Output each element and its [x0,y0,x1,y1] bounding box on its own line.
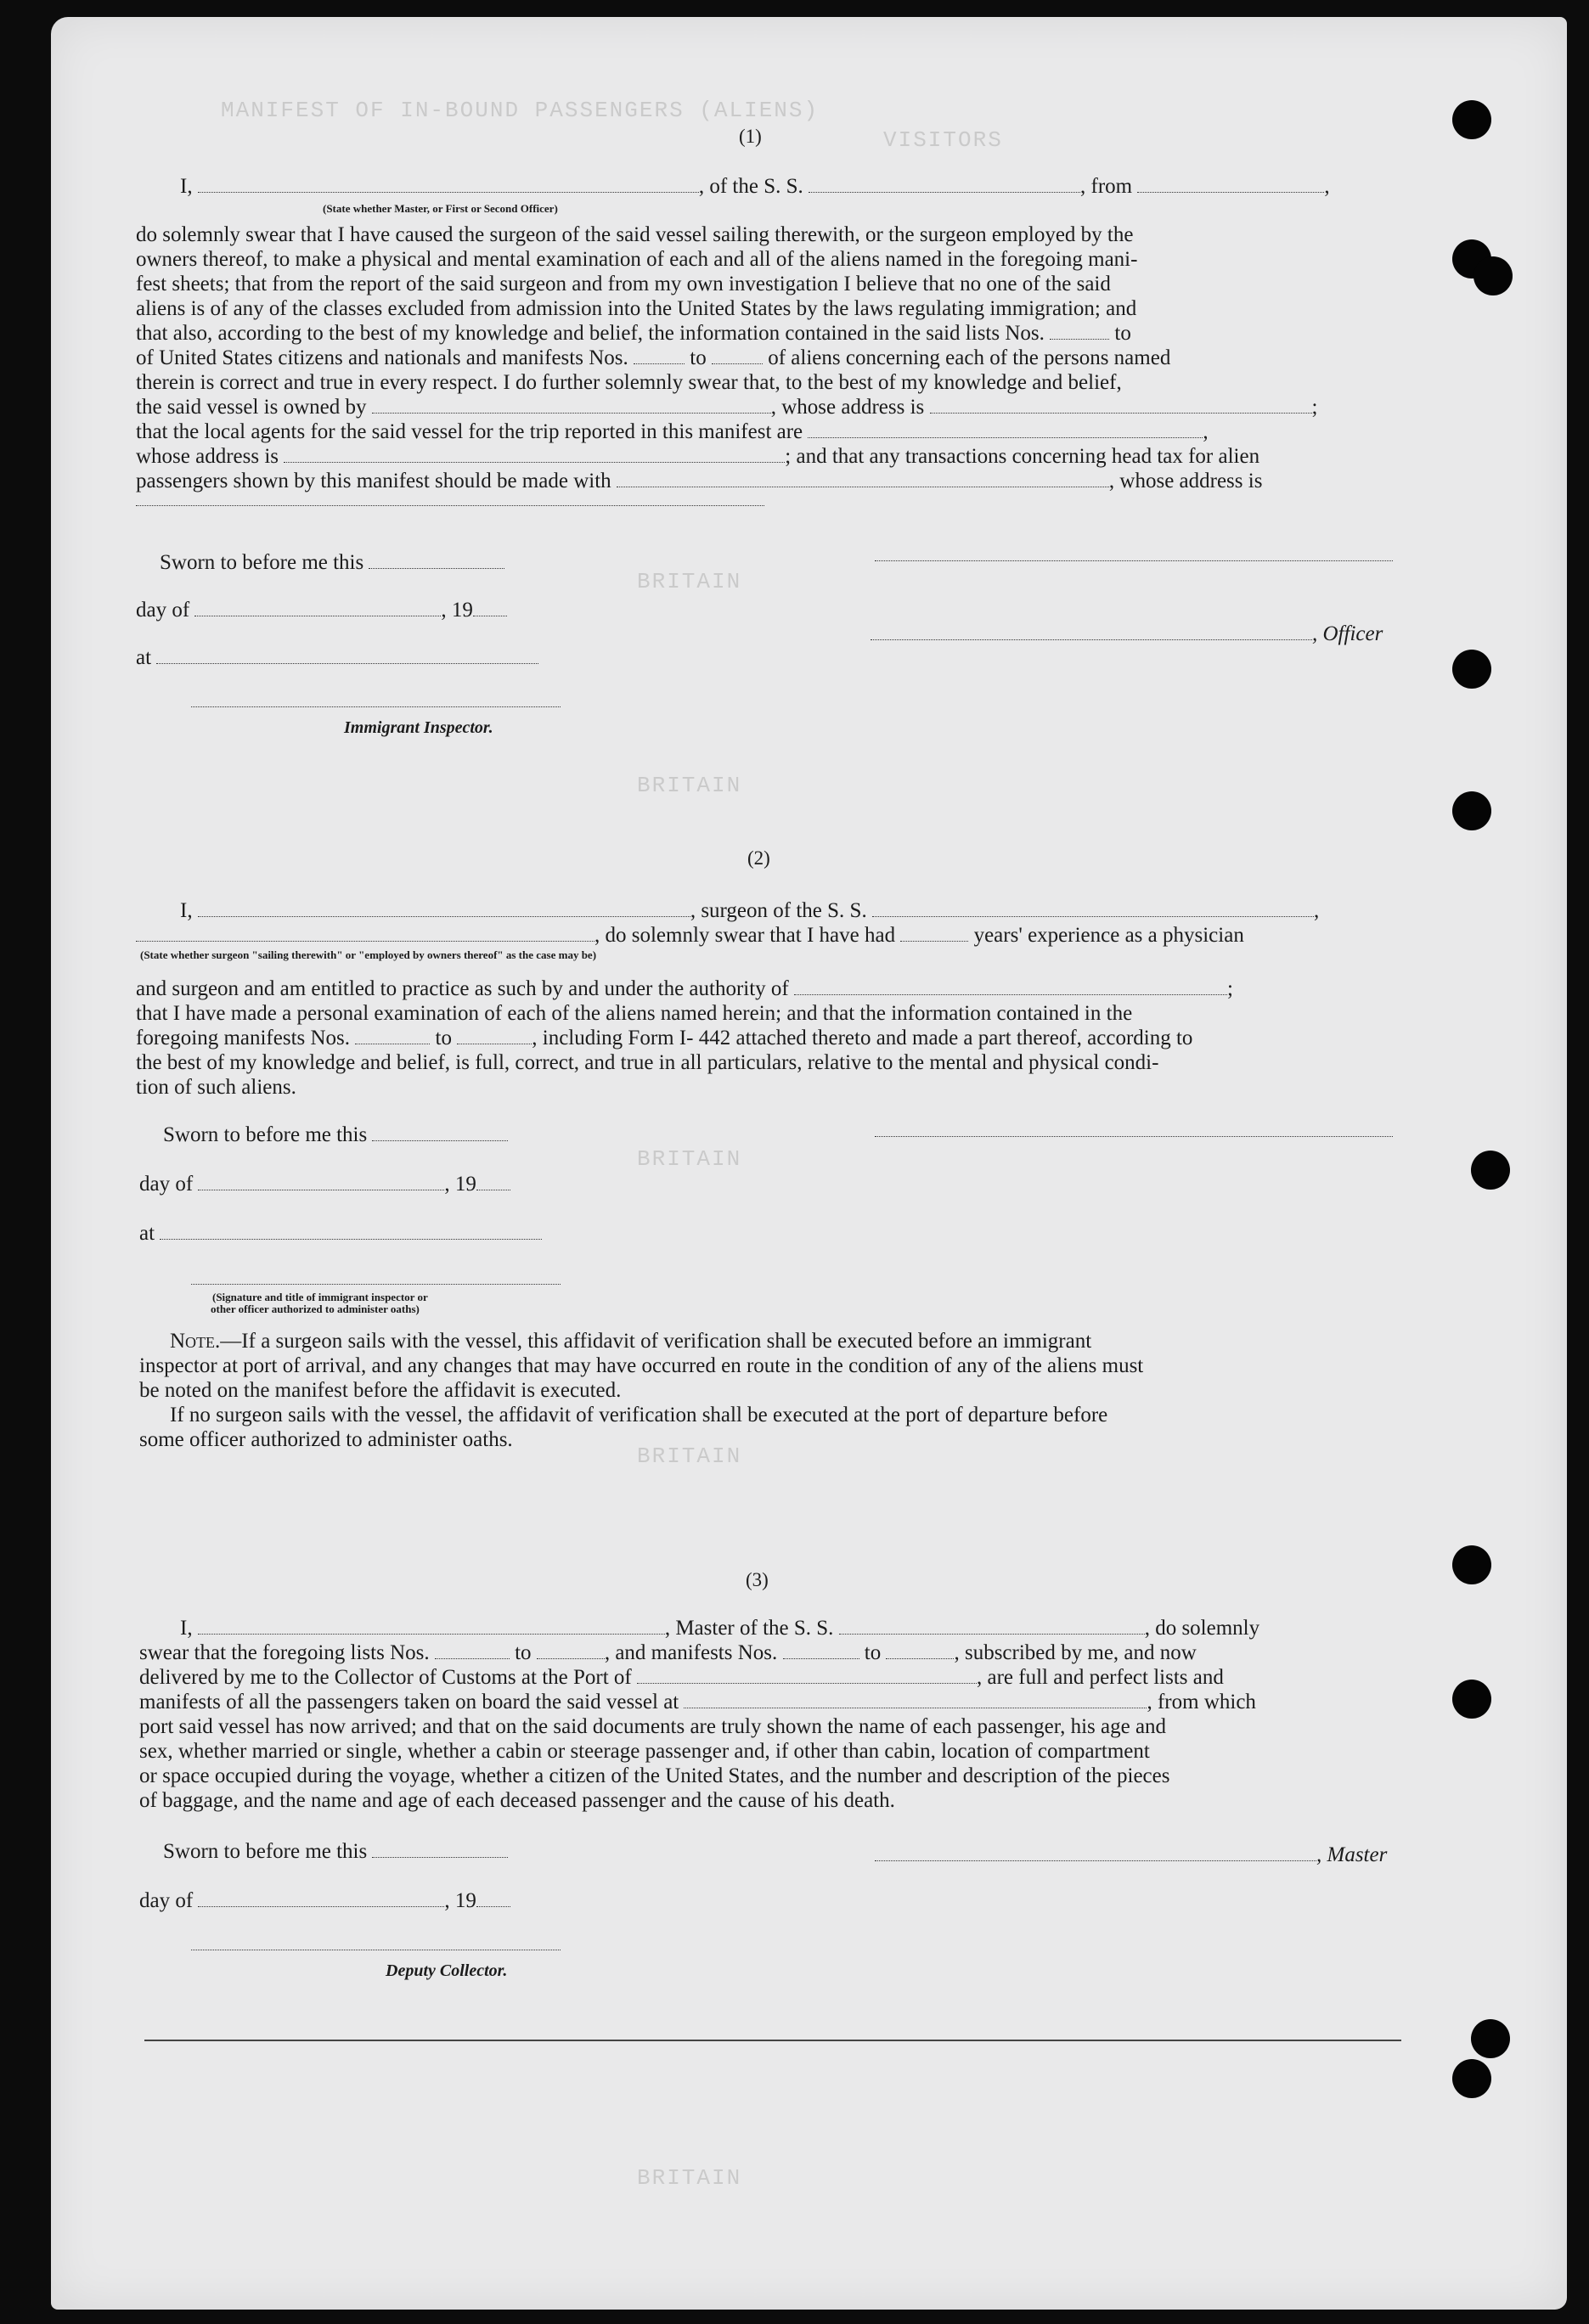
section-1-para-line: therein is correct and true in every respect. I do further solemnly swear that, to the best of my knowledge and belief, [136,371,1122,394]
section-1-line-1: I, , of the S. S. , from , [180,175,1330,198]
punch-hole [1471,2019,1510,2058]
surgeon-signature-line [875,1136,1393,1137]
section-2-at: at [139,1221,542,1246]
surgeon-caption: (State whether surgeon "sailing therewith" or "employed by owners thereof" as the case may be) [140,948,597,961]
punch-hole [1452,650,1491,689]
section-3-para-line: or space occupied during the voyage, whether a citizen of the United States, and the number and description of the pieces [139,1764,1170,1787]
punch-hole [1452,791,1491,830]
bleed-through-decoration: VISITORS [883,127,1003,153]
section-1-officer: , Officer [871,622,1383,647]
section-1-para-line: do solemnly swear that I have caused the surgeon of the said vessel sailing therewith, or the surgeon employed by the [136,223,1134,246]
section-2-para-line: that I have made a personal examination of each of the aliens named herein; and that the information contained in the [136,1002,1133,1025]
punch-hole [1452,100,1491,139]
punch-hole [1473,256,1513,295]
section-1-at: at [136,645,538,671]
note-line: Note.—If a surgeon sails with the vessel, this affidavit of verification shall be executed before an immigrant [170,1330,1092,1353]
section-2-authority-line: and surgeon and am entitled to practice as such by and under the authority of ; [136,977,1233,1000]
bleed-through-decoration: BRITAIN [637,1443,742,1469]
immigrant-inspector-label: Immigrant Inspector. [344,718,493,737]
bleed-through-decoration: BRITAIN [637,2165,742,2191]
manifest-page [51,17,1567,2310]
section-3-number: (3) [746,1569,769,1590]
section-2-line-1: I, , surgeon of the S. S. , [180,899,1320,922]
section-2-number: (2) [747,847,770,869]
bottom-rule [144,2040,1401,2041]
section-1-lists-line: that also, according to the best of my knowledge and belief, the information contained in the said lists Nos. to [136,322,1131,345]
inspector-signature-line-2 [191,1284,561,1285]
section-3-para-line: of baggage, and the name and age of each deceased passenger and the cause of his death. [139,1789,895,1812]
note-2-line: If no surgeon sails with the vessel, the affidavit of verification shall be executed at the port of departure before [170,1404,1108,1426]
section-1-agents-line: that the local agents for the said vessel for the trip reported in this manifest are , [136,420,1209,443]
section-3-para-line: sex, whether married or single, whether a cabin or steerage passenger and, if other than cabin, location of compartment [139,1740,1150,1763]
punch-hole [1452,1545,1491,1584]
section-1-para-line: fest sheets; that from the report of the said surgeon and from my own investigation I believe that no one of the said [136,273,1111,295]
bleed-through-decoration: MANIFEST OF IN-BOUND PASSENGERS (ALIENS) [221,98,820,123]
section-2-sworn: Sworn to before me this [163,1123,508,1148]
section-1-address-line: whose address is ; and that any transactions concerning head tax for alien [136,445,1260,468]
section-3-line-3: delivered by me to the Collector of Customs at the Port of , are full and perfect lists and [139,1666,1224,1689]
punch-hole [1452,2059,1491,2098]
address-blank [136,505,764,506]
section-2-manifests-line: foregoing manifests Nos. to , including Form I- 442 attached thereto and made a part thereof, according to [136,1027,1193,1049]
officer-signature-line-upper [875,560,1393,561]
section-1-para-line: owners thereof, to make a physical and mental examination of each and all of the aliens named in the foregoing mani- [136,248,1138,271]
section-3-sworn: Sworn to before me this [163,1839,508,1865]
section-3-master: , Master [875,1843,1387,1868]
section-2-line-2: , do solemnly swear that I have had years' experience as a physician [136,923,1244,948]
note-line: inspector at port of arrival, and any changes that may have occurred en route in the condition of any of the aliens must [139,1354,1144,1377]
section-3-line-2: swear that the foregoing lists Nos. to , and manifests Nos. to , subscribed by me, and now [139,1641,1197,1664]
note-2-line: some officer authorized to administer oaths. [139,1428,513,1451]
section-3-day-of: day of , 19 [139,1888,510,1914]
section-2-para-line: the best of my knowledge and belief, is full, correct, and true in all particulars, relative to the mental and physical condi- [136,1051,1159,1074]
section-1-owner-line: the said vessel is owned by , whose address is ; [136,396,1318,419]
deputy-collector-label: Deputy Collector. [386,1961,508,1980]
section-3-line-1: I, , Master of the S. S. , do solemnly [180,1617,1260,1640]
section-1-headtax-line: passengers shown by this manifest should be made with , whose address is [136,470,1263,492]
bleed-through-decoration: BRITAIN [637,1146,742,1172]
punch-hole [1471,1151,1510,1190]
section-3-line-4: manifests of all the passengers taken on board the said vessel at , from which [139,1691,1256,1713]
note-line: be noted on the manifest before the affidavit is executed. [139,1379,622,1402]
section-3-para-line: port said vessel has now arrived; and that on the said documents are truly shown the name of each passenger, his age and [139,1715,1167,1738]
punch-hole [1452,1680,1491,1719]
section-1-day-of: day of , 19 [136,598,507,623]
master-caption: (State whether Master, or First or Second Officer) [323,202,558,215]
section-1-sworn: Sworn to before me this [160,550,504,576]
bleed-through-decoration: BRITAIN [637,773,742,798]
section-1-para-line: aliens is of any of the classes excluded from admission into the United States by the laws regulating immigration; and [136,297,1137,320]
signature-caption: other officer authorized to administer oaths) [211,1303,420,1315]
section-2-day-of: day of , 19 [139,1172,510,1197]
bleed-through-decoration: BRITAIN [637,569,742,594]
signature-caption: (Signature and title of immigrant inspector or [212,1291,428,1303]
section-1-manifests-line: of United States citizens and nationals and manifests Nos. to of aliens concerning each of the persons named [136,346,1171,369]
inspector-signature-line [191,706,561,707]
section-1-number: (1) [739,126,762,147]
section-2-para-line: tion of such aliens. [136,1076,296,1099]
